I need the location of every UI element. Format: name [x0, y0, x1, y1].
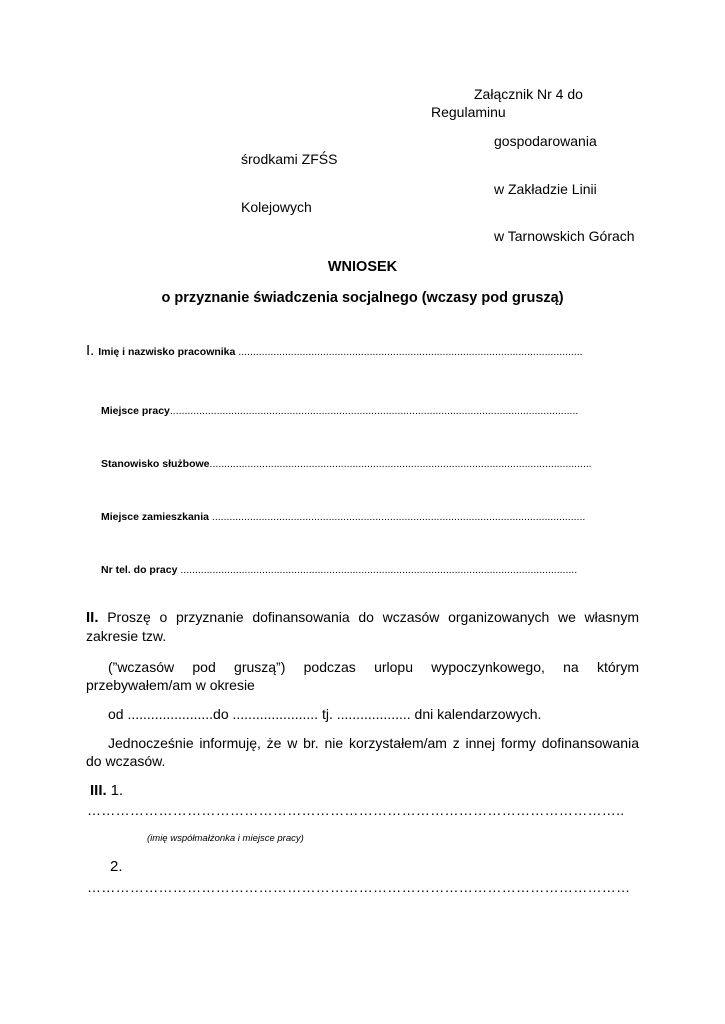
section-3-item-2-number: 2.	[110, 858, 123, 875]
field-label: Imię i nazwisko pracownika	[98, 346, 236, 358]
section-2-text-2: (”wczasów pod gruszą”) podczas urlopu wypoczynkowego, na którym przebywałem/am w okresie	[86, 659, 639, 693]
field-label: Stanowisko służbowe	[101, 458, 210, 470]
section-1-number: I.	[86, 342, 95, 359]
field-label: Miejsce zamieszkania	[101, 511, 209, 523]
section-2-paragraph-1	[86, 608, 639, 645]
field-label: Nr tel. do pracy	[101, 564, 178, 576]
document-title: WNIOSEK	[327, 259, 398, 275]
section-2-number: II.	[86, 609, 99, 626]
field-dots: ......................................................................................................................	[235, 346, 583, 358]
header-line-3: gospodarowania	[494, 133, 597, 149]
field-label: Miejsce pracy	[101, 405, 170, 417]
document-subtitle: o przyznanie świadczenia socjalnego (wczasy pod gruszą)	[161, 290, 564, 306]
section-1-field-phone[interactable]	[101, 560, 577, 579]
header-line-1: Załącznik Nr 4 do	[474, 86, 583, 102]
section-2-text-1: Proszę o przyznanie dofinansowania do wczasów organizowanych we własnym zakresie tzw.	[86, 609, 639, 644]
section-1-field-name[interactable]	[86, 342, 583, 361]
header-line-5: w Zakładzie Linii	[494, 181, 597, 197]
section-2-period-line[interactable]: od ......................do ...................... tj. ................... dni kalendarzowych.	[108, 706, 542, 722]
section-2-text-3: Jednocześnie informuję, że w br. nie korzystałem/am z innej formy dofinansowania do wczasów.	[86, 735, 639, 769]
section-2-paragraph-3	[86, 734, 639, 770]
header-line-6: Kolejowych	[241, 199, 312, 215]
field-dots: ................................................................................................................................	[208, 511, 586, 523]
section-2-paragraph-2	[86, 658, 639, 694]
field-dots: ...................................................................................................................................	[209, 458, 592, 470]
section-3-number: III.	[90, 782, 107, 799]
section-1-field-workplace[interactable]	[101, 401, 578, 420]
spouse-2-dotted-line[interactable]: ……………………………………………………………………………………………………	[87, 879, 631, 895]
section-1-field-position[interactable]	[101, 454, 592, 473]
spouse-caption: (imię współmałżonka i miejsce pracy)	[147, 833, 304, 844]
section-3-item-1	[90, 782, 123, 799]
field-dots: ............................................................................................................................................	[169, 405, 579, 417]
spouse-1-dotted-line[interactable]: …………………………………………………………………………………………………..	[87, 802, 625, 818]
header-line-4: środkami ZFŚS	[241, 151, 338, 167]
section-1-field-residence[interactable]	[101, 507, 585, 526]
header-line-7: w Tarnowskich Górach	[494, 228, 635, 244]
field-dots: ........................................................................................................................................	[177, 564, 578, 576]
header-line-2: Regulaminu	[431, 104, 506, 120]
section-3-item-1-number: 1.	[110, 782, 124, 799]
